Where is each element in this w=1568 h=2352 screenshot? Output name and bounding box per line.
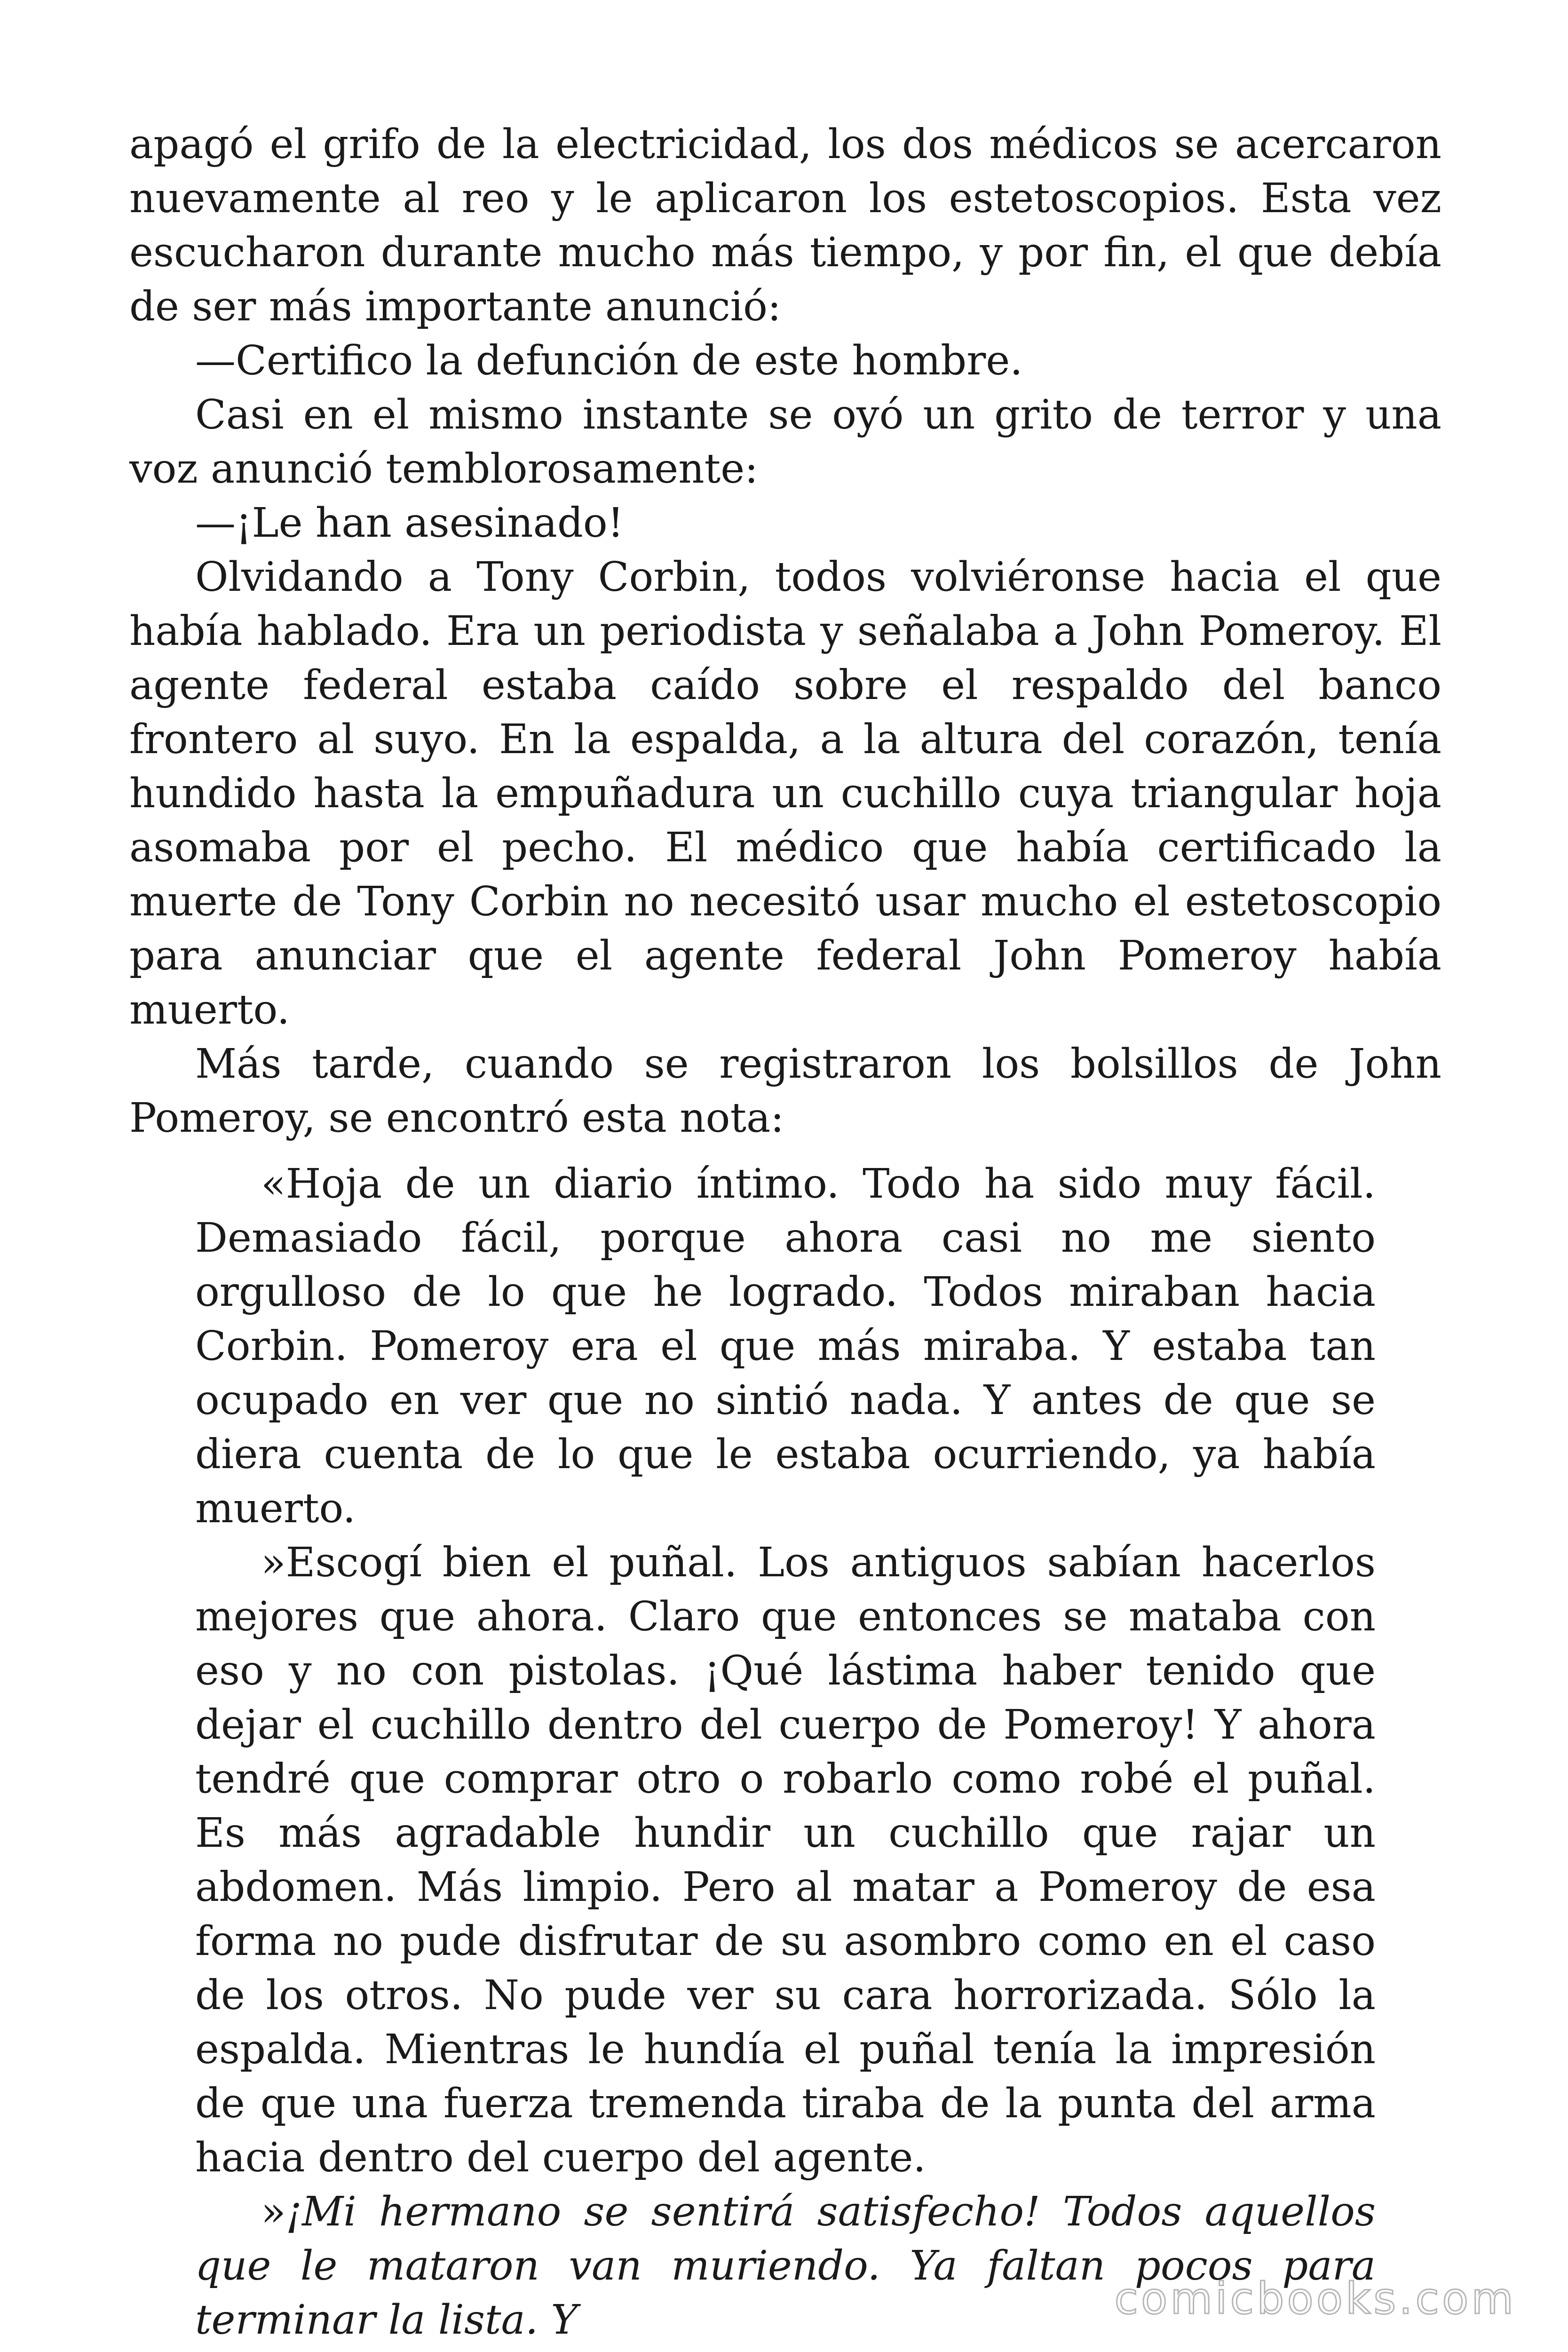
note-quote-mark: » (261, 2188, 286, 2235)
paragraph: Más tarde, cuando se registraron los bolsillos de John Pomeroy, se encontró esta nota: (129, 1041, 1441, 1142)
diary-note (195, 1157, 1376, 2347)
paragraph: Casi en el mismo instante se oyó un grito de terror y una voz anunció temblorosamente: (129, 391, 1441, 493)
watermark: comicbooks.com (1114, 2273, 1516, 2324)
note-paragraph: «Hoja de un diario íntimo. Todo ha sido muy fácil. Demasiado fácil, porque ahora casi no me siento orgulloso de lo que he logrado. Todos miraban hacia Corbin. Pomeroy era el que más miraba. Y estaba tan ocupado en ver que no sintió nada. Y antes de que se diera cuenta de lo que le estaba ocurriendo, ya había muerto. (195, 1160, 1376, 1532)
paragraph-dialogue: —Certifico la defunción de este hombre. (195, 337, 1023, 384)
paragraph-dialogue: —¡Le han asesinado! (195, 500, 624, 547)
note-paragraph: »Escogí bien el puñal. Los antiguos sabían hacerlos mejores que ahora. Claro que entonces se mataba con eso y no con pistolas. ¡Qué lástima haber tenido que dejar el cuchillo dentro del cuerpo de Pomeroy! Y ahora tendré que comprar otro o robarlo como robé el puñal. Es más agradable hundir un cuchillo que rajar un abdomen. Más limpio. Pero al matar a Pomeroy de esa forma no pude disfrutar de su asombro como en el caso de los otros. No pude ver su cara horrorizada. Sólo la espalda. Mientras le hundía el puñal tenía la impresión de que una fuerza tremenda tiraba de la punta del arma hacia dentro del cuerpo del agente. (195, 1539, 1376, 2181)
paragraph: Olvidando a Tony Corbin, todos volviéronse hacia el que había hablado. Era un periodista y señalaba a John Pomeroy. El agente federal estaba caído sobre el respaldo del banco frontero al suyo. En la espalda, a la altura del corazón, tenía hundido hasta la empuñadura un cuchillo cuya triangular hoja asomaba por el pecho. El médico que había certificado la muerte de Tony Corbin no necesitó usar mucho el estetoscopio para anunciar que el agente federal John Pomeroy había muerto. (129, 554, 1441, 1033)
main-text (129, 118, 1441, 1145)
paragraph-continuation: apagó el grifo de la electricidad, los dos médicos se acercaron nuevamente al reo y le aplicaron los estetoscopios. Esta vez escucharon durante mucho más tiempo, y por fin, el que debía de ser más importante anunció: (129, 121, 1441, 330)
note-italic-text: ¡Mi hermano se sentirá satisfecho! Todos aquellos que le mataron van muriendo. Ya faltan pocos para terminar la lista. Y (195, 2188, 1376, 2344)
